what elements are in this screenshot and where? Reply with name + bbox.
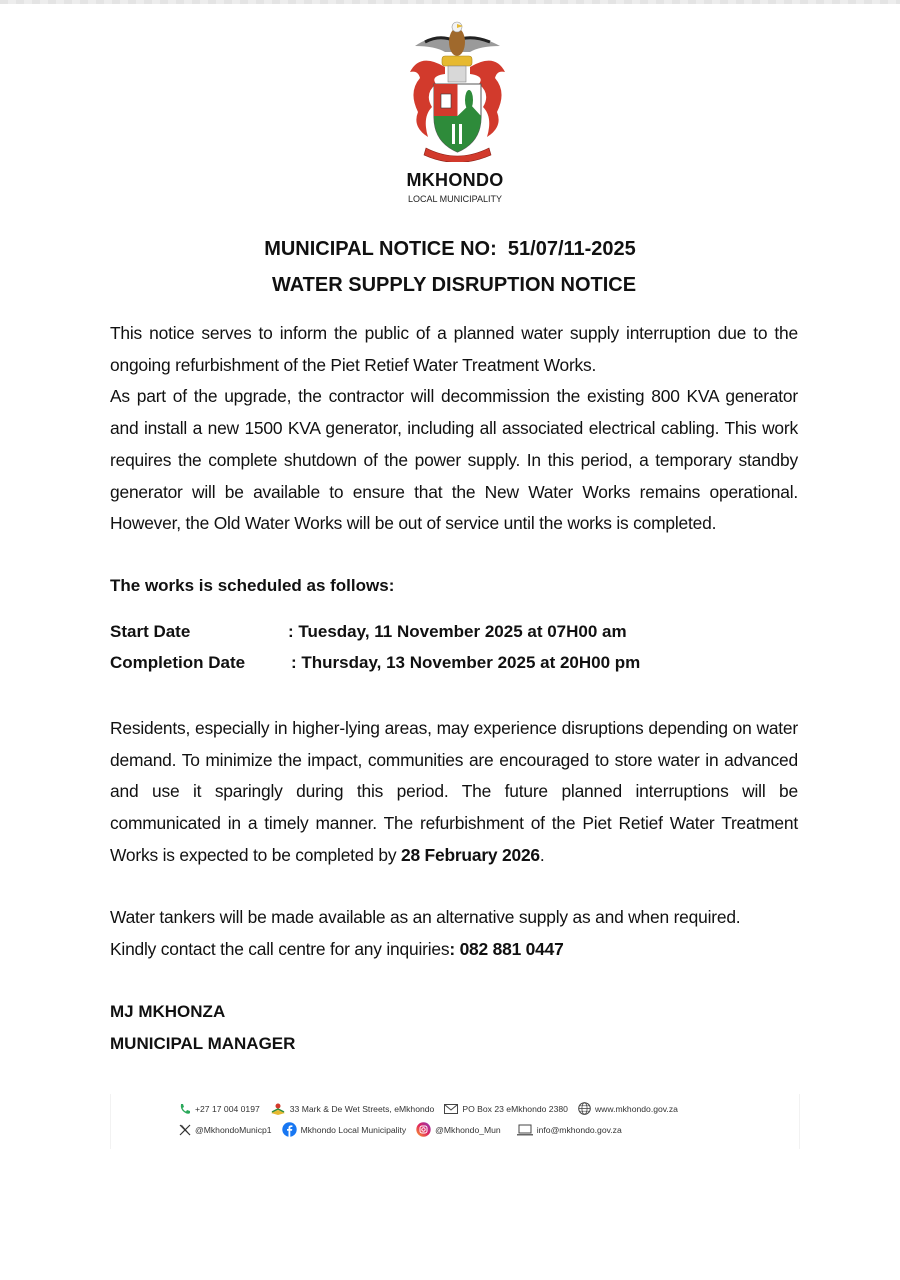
footer-address-text: 33 Mark & De Wet Streets, eMkhondo xyxy=(289,1103,435,1114)
contact-line xyxy=(110,934,798,966)
schedule-row-start xyxy=(110,622,627,642)
footer-twitter[interactable] xyxy=(179,1124,272,1136)
phone-icon xyxy=(179,1103,191,1115)
footer-website[interactable] xyxy=(578,1102,678,1115)
residents-suffix: . xyxy=(539,844,545,865)
schedule-label: Completion Date xyxy=(110,653,246,672)
tankers-text: Water tankers will be made available as an alternative supply as and when required. xyxy=(110,907,741,927)
org-subtitle: LOCAL MUNICIPALITY xyxy=(407,194,503,204)
footer-email-text[interactable]: info@mkhondo.gov.za xyxy=(536,1124,622,1135)
footer-phone xyxy=(179,1103,260,1115)
footer-postal-text: PO Box 23 eMkhondo 2380 xyxy=(462,1103,568,1114)
footer-address xyxy=(270,1103,435,1115)
computer-icon xyxy=(517,1124,533,1136)
signatory-name: MJ MKHONZA xyxy=(110,1002,226,1021)
map-pin-icon xyxy=(270,1103,286,1115)
envelope-icon xyxy=(444,1104,458,1114)
residents-paragraph xyxy=(110,713,798,872)
footer-facebook-text[interactable]: Mkhondo Local Municipality xyxy=(300,1124,407,1135)
footer-row-1 xyxy=(179,1102,688,1115)
signatory-title: MUNICIPAL MANAGER xyxy=(110,1034,296,1053)
residents-text: Residents, especially in higher-lying areas, may experience disruptions depending on water demand. To minimize the impact, communities are encouraged to store water in advanced and use it sparingly during this period. The future planned interruptions will be communicated in a timely manner. The refurbishment of the Piet Retief Water Treatment Works is expected to be completed by xyxy=(110,718,798,865)
intro-paragraph-2: As part of the upgrade, the contractor will decommission the existing 800 KVA generator and install a new 1500 KVA generator, including all associated electrical cabling. This work requires the complete shutdown of the power supply. In this period, a temporary standby generator will be available to ensure that the New Water Works remains operational. However, the Old Water Works will be out of service until the works is completed. xyxy=(110,386,798,534)
intro-paragraph-1: This notice serves to inform the public of a planned water supply interruption due to the ongoing refurbishment of the Piet Retief Water Treatment Works. xyxy=(110,323,798,375)
x-twitter-icon xyxy=(179,1124,191,1136)
schedule-row-completion xyxy=(110,653,640,673)
contact-number: : 082 881 0447 xyxy=(449,938,564,959)
schedule-label: Start Date xyxy=(110,622,191,641)
contact-text: Kindly contact the call centre for any inquiries xyxy=(110,938,450,959)
footer-facebook[interactable] xyxy=(282,1122,407,1137)
notice-number: MUNICIPAL NOTICE NO: 51/07/11-2025 xyxy=(264,238,636,260)
footer-phone-text: +27 17 004 0197 xyxy=(195,1103,260,1114)
coat-of-arms-icon xyxy=(400,12,515,162)
footer-instagram-text[interactable]: @Mkhondo_Mun xyxy=(435,1124,501,1135)
instagram-icon xyxy=(416,1122,431,1137)
footer-row-2 xyxy=(179,1122,632,1137)
globe-icon xyxy=(578,1102,591,1115)
footer-twitter-text[interactable]: @MkhondoMunicp1 xyxy=(195,1124,272,1135)
top-edge-strip xyxy=(0,0,900,4)
schedule-heading: The works is scheduled as follows: xyxy=(110,576,395,595)
refurbishment-completion-date: 28 February 2026 xyxy=(400,844,540,865)
footer-instagram[interactable] xyxy=(416,1122,501,1137)
notice-title: WATER SUPPLY DISRUPTION NOTICE xyxy=(271,274,637,296)
intro-section xyxy=(110,318,798,540)
org-name: MKHONDO xyxy=(406,170,504,190)
tankers-paragraph xyxy=(110,902,798,965)
crown xyxy=(442,56,472,66)
schedule-value: : Thursday, 13 November 2025 at 20H00 pm xyxy=(291,653,641,672)
footer-email[interactable] xyxy=(517,1124,622,1136)
footer-website-text[interactable]: www.mkhondo.gov.za xyxy=(594,1103,678,1114)
footer-postal xyxy=(444,1104,568,1114)
facebook-icon xyxy=(282,1122,297,1137)
schedule-value: : Tuesday, 11 November 2025 at 07H00 am xyxy=(288,622,627,641)
contact-footer xyxy=(110,1094,800,1149)
